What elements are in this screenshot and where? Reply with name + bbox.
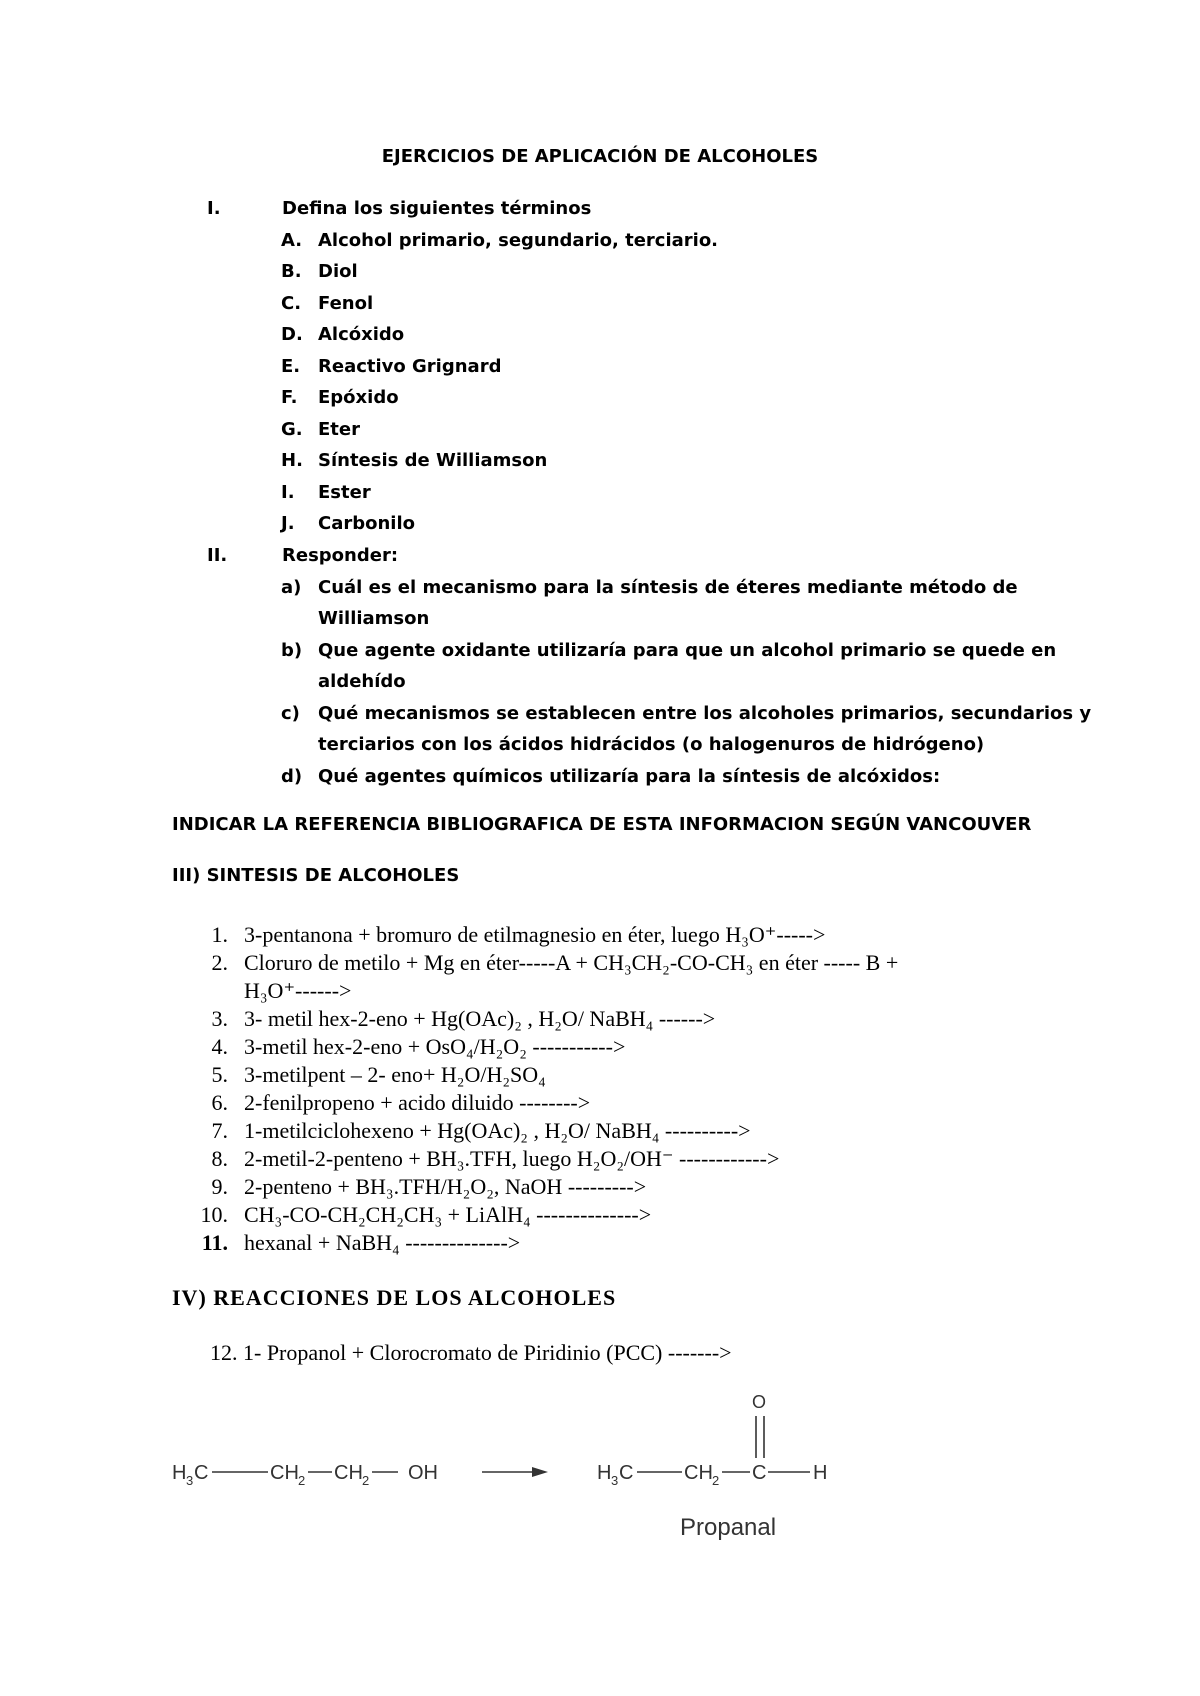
atom-ch: CH: [334, 1462, 363, 1484]
reaction-text: Cloruro de metilo + Mg en éter-----A + CH₃CH₂-CO-CH₃ en éter ----- B +: [244, 950, 899, 975]
reaction-text: 2-fenilpropeno + acido diluido -------->: [244, 1090, 591, 1115]
item-number: 2.: [211, 950, 228, 975]
propanol-structure: [172, 1462, 438, 1488]
product-name: Propanal: [680, 1514, 777, 1541]
definition-term: Alcohol primario, segundario, terciario.: [318, 230, 719, 251]
section-2-numeral: II.: [207, 545, 228, 566]
question-letter: d): [281, 766, 303, 787]
reaction-text: 3-metil hex-2-eno + OsO₄/H₂O₂ ----------->: [244, 1034, 626, 1059]
reaction-text: 2-metil-2-penteno + BH₃.TFH, luego H₂O₂/OH⁻ ------------>: [244, 1146, 780, 1171]
atom-h: H: [813, 1462, 828, 1484]
definition-letter: J.: [281, 513, 295, 534]
definition-term: Eter: [318, 419, 360, 440]
document-title: EJERCICIOS DE APLICACIÓN DE ALCOHOLES: [381, 146, 819, 167]
item-number: 1.: [211, 922, 228, 947]
question-letter: c): [281, 703, 300, 724]
question-text: Cuál es el mecanismo para la síntesis de éteres mediante método de: [318, 577, 1018, 598]
subscript: 2: [362, 1473, 370, 1488]
reaction-text: 3- metil hex-2-eno + Hg(OAc)₂ , H₂O/ NaBH₄ ------>: [244, 1006, 716, 1031]
atom-c: C: [752, 1462, 767, 1484]
definition-letter: G.: [281, 419, 303, 440]
reaction-text-continued: H₃O⁺------>: [244, 978, 352, 1003]
definition-term: Síntesis de Williamson: [318, 450, 548, 471]
atom-h: H: [597, 1462, 612, 1484]
item-number: 6.: [211, 1090, 228, 1115]
definition-letter: D.: [281, 324, 303, 345]
subscript: 3: [611, 1473, 619, 1488]
atom-ch: CH: [270, 1462, 299, 1484]
definition-letter: F.: [281, 387, 298, 408]
definition-term: Fenol: [318, 293, 374, 314]
item-number: 11.: [201, 1230, 228, 1255]
atom-c: C: [194, 1462, 209, 1484]
reaction-text: 1-metilciclohexeno + Hg(OAc)₂ , H₂O/ NaBH₄ ---------->: [244, 1118, 751, 1143]
item-number: 4.: [211, 1034, 228, 1059]
reaction-text: 2-penteno + BH₃.TFH/H₂O₂, NaOH --------->: [244, 1174, 647, 1199]
propanal-structure: [597, 1392, 827, 1488]
section-3-heading: III) SINTESIS DE ALCOHOLES: [172, 865, 460, 886]
definition-letter: I.: [281, 482, 295, 503]
reaction-text: CH₃-CO-CH₂CH₂CH₃ + LiAlH₄ -------------->: [244, 1202, 652, 1227]
definition-term: Diol: [318, 261, 358, 282]
subscript: 2: [298, 1473, 306, 1488]
definition-letter: E.: [281, 356, 301, 377]
atom-ch: CH: [684, 1462, 713, 1484]
section-2-heading: Responder:: [282, 545, 399, 566]
atom-h: H: [172, 1462, 187, 1484]
question-text: Qué agentes químicos utilizaría para la síntesis de alcóxidos:: [318, 766, 941, 787]
reaction-12-text: 12. 1- Propanol + Clorocromato de Piridinio (PCC) ------->: [210, 1340, 732, 1365]
reference-note: INDICAR LA REFERENCIA BIBLIOGRAFICA DE ESTA INFORMACION SEGÚN VANCOUVER: [172, 814, 1032, 835]
definition-term: Alcóxido: [318, 324, 405, 345]
item-number: 10.: [200, 1202, 228, 1227]
question-text-continued: terciarios con los ácidos hidrácidos (o halogenuros de hidrógeno): [318, 734, 985, 755]
question-text-continued: Williamson: [318, 608, 430, 629]
subscript: 3: [186, 1473, 194, 1488]
section-4-heading: IV) REACCIONES DE LOS ALCOHOLES: [172, 1285, 617, 1310]
item-number: 5.: [211, 1062, 228, 1087]
section-1-numeral: I.: [207, 198, 221, 219]
definition-term: Reactivo Grignard: [318, 356, 502, 377]
reaction-text: hexanal + NaBH₄ -------------->: [244, 1230, 521, 1255]
definition-term: Ester: [318, 482, 371, 503]
subscript: 2: [712, 1473, 720, 1488]
item-number: 3.: [211, 1006, 228, 1031]
definition-letter: B.: [281, 261, 302, 282]
definition-term: Epóxido: [318, 387, 399, 408]
question-text: Qué mecanismos se establecen entre los alcoholes primarios, secundarios y: [318, 703, 1092, 724]
item-number: 9.: [211, 1174, 228, 1199]
atom-oh: OH: [408, 1462, 438, 1484]
atom-o: O: [752, 1392, 767, 1412]
definition-term: Carbonilo: [318, 513, 416, 534]
reaction-arrow: [482, 1467, 548, 1477]
atom-c: C: [619, 1462, 634, 1484]
question-text: Que agente oxidante utilizaría para que un alcohol primario se quede en: [318, 640, 1057, 661]
question-letter: a): [281, 577, 302, 598]
question-text-continued: aldehído: [318, 671, 406, 692]
definition-letter: A.: [281, 230, 303, 251]
item-number: 8.: [211, 1146, 228, 1171]
reaction-text: 3-pentanona + bromuro de etilmagnesio en éter, luego H₃O⁺----->: [244, 922, 826, 947]
reaction-text: 3-metilpent – 2- eno+ H₂O/H₂SO₄: [244, 1062, 546, 1087]
definition-letter: H.: [281, 450, 303, 471]
section-1-heading: Defina los siguientes términos: [282, 198, 592, 219]
propanol-to-propanal-diagram: [160, 1390, 880, 1550]
definition-letter: C.: [281, 293, 302, 314]
item-number: 7.: [211, 1118, 228, 1143]
question-letter: b): [281, 640, 303, 661]
